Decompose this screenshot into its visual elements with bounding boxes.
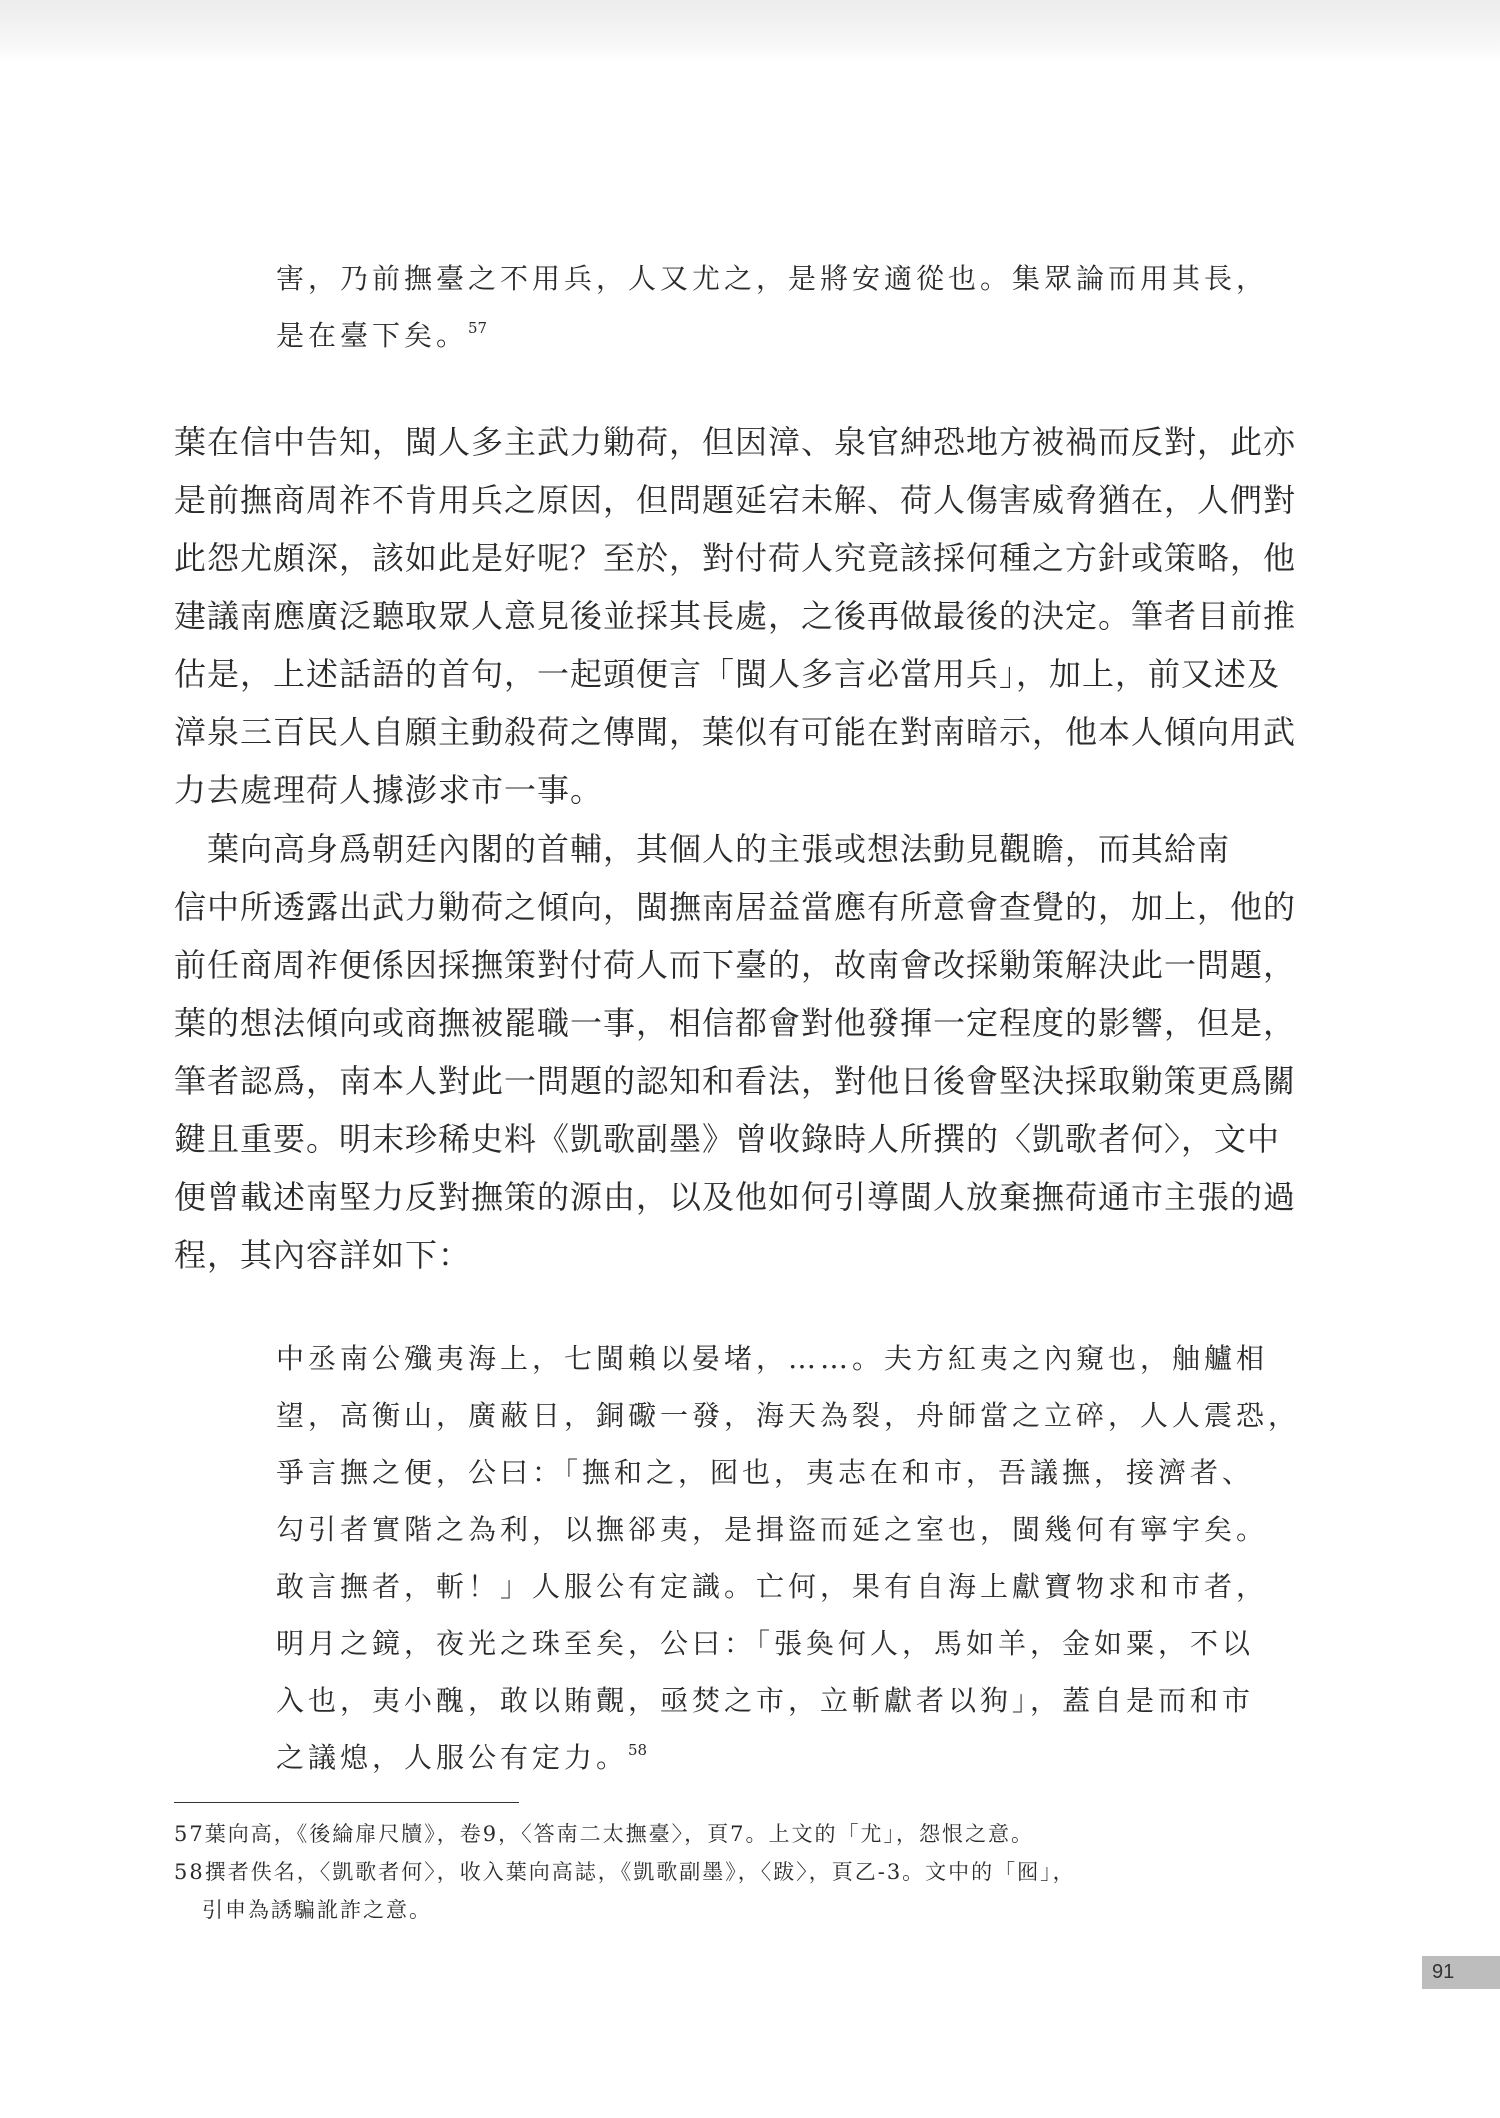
footnote-58: 58撰者佚名，〈凱歌者何〉，收入葉向高誌，《凱歌副墨》，〈跋〉，頁乙-3。文中的「囮」， — [174, 1860, 1076, 1884]
quote-text: 是在臺下矣。 — [276, 319, 469, 352]
paragraph-line: 葉向高身爲朝廷內閣的首輔，其個人的主張或想法動見觀瞻，而其給南 — [174, 830, 1231, 868]
paragraph-line: 筆者認爲，南本人對此一問題的認知和看法，對他日後會堅決採取勦策更爲關 — [174, 1062, 1297, 1100]
paragraph-line: 此怨尤頗深，該如此是好呢？至於，對付荷人究竟該採何種之方針或策略，他 — [174, 539, 1297, 577]
footnotes — [174, 1815, 1294, 1929]
paragraph-line: 葉的想法傾向或商撫被罷職一事，相信都會對他發揮一定程度的影響，但是， — [174, 1004, 1297, 1042]
quote-line: 入也，夷小醜，敢以賄覿，亟焚之市，立斬獻者以狗」，蓋自是而和市 — [276, 1684, 1255, 1717]
paragraph-line: 前任商周祚便係因採撫策對付荷人而下臺的，故南會改採勦策解決此一問題， — [174, 946, 1297, 984]
paragraph-line: 信中所透露出武力勦荷之傾向，閩撫南居益當應有所意會查覺的，加上，他的 — [174, 888, 1297, 926]
quote-line: 害，乃前撫臺之不用兵，人又尤之，是將安適從也。集眾論而用其長， — [276, 262, 1269, 295]
quote-line: 明月之鏡，夜光之珠至矣，公曰：「張奐何人，馬如羊，金如粟，不以 — [276, 1627, 1255, 1660]
quote-line — [276, 1729, 1286, 1786]
quote-line: 勾引者實階之為利，以撫郤夷，是揖盜而延之室也，閩幾何有寧宇矣。 — [276, 1513, 1269, 1546]
quote-text: 之議熄，人服公有定力。 — [276, 1741, 629, 1774]
paragraph-line: 是前撫商周祚不肯用兵之原因，但問題延宕未解、荷人傷害威脅猶在，人們對 — [174, 481, 1297, 519]
paragraph-line: 漳泉三百民人自願主動殺荷之傳聞，葉似有可能在對南暗示，他本人傾向用武 — [174, 713, 1297, 751]
quote-line: 爭言撫之便，公曰：「撫和之，囮也，夷志在和市，吾議撫，接濟者、 — [276, 1456, 1255, 1489]
quote-line — [276, 307, 1286, 364]
block-quote-1 — [276, 250, 1286, 364]
paragraph-line: 鍵且重要。明末珍稀史料《凱歌副墨》曾收錄時人所撰的〈凱歌者何〉，文中 — [174, 1120, 1281, 1158]
paragraph-line: 便曾載述南堅力反對撫策的源由，以及他如何引導閩人放棄撫荷通市主張的過 — [174, 1178, 1297, 1216]
quote-line: 敢言撫者，斬！」人服公有定識。亡何，果有自海上獻寶物求和市者， — [276, 1570, 1269, 1603]
footnote-58-continued: 引申為誘騙訛詐之意。 — [202, 1898, 432, 1922]
page-number: 91 — [1422, 1956, 1500, 1989]
block-quote-2 — [276, 1330, 1301, 1786]
footnote-ref-58: 58 — [628, 1741, 648, 1759]
paragraph-line: 葉在信中告知，閩人多主武力勦荷，但因漳、泉官紳恐地方被禍而反對，此亦 — [174, 423, 1297, 461]
quote-line: 望，高衡山，廣蔽日，銅礮一發，海天為裂，舟師當之立碎，人人震恐， — [276, 1399, 1301, 1432]
footnote-ref-57: 57 — [468, 319, 488, 337]
paragraph-line: 力去處理荷人據澎求市一事。 — [174, 771, 604, 809]
paragraph-2 — [174, 820, 1297, 1284]
quote-line: 中丞南公殲夷海上，七閩賴以晏堵，……。夫方紅夷之內窺也，舳艫相 — [276, 1342, 1269, 1375]
footnote-57: 57葉向高，《後綸扉尺牘》，卷9，〈答南二太撫臺〉，頁7。上文的「尤」，怨恨之意。 — [174, 1822, 1034, 1846]
paragraph-line: 程，其內容詳如下： — [174, 1236, 472, 1274]
paragraph-line: 建議南應廣泛聽取眾人意見後並採其長處，之後再做最後的決定。筆者目前推 — [174, 597, 1297, 635]
paragraph-1 — [174, 413, 1297, 819]
paragraph-line: 估是，上述話語的首句，一起頭便言「閩人多言必當用兵」，加上，前又述及 — [174, 655, 1281, 693]
footnote-divider — [174, 1802, 519, 1803]
